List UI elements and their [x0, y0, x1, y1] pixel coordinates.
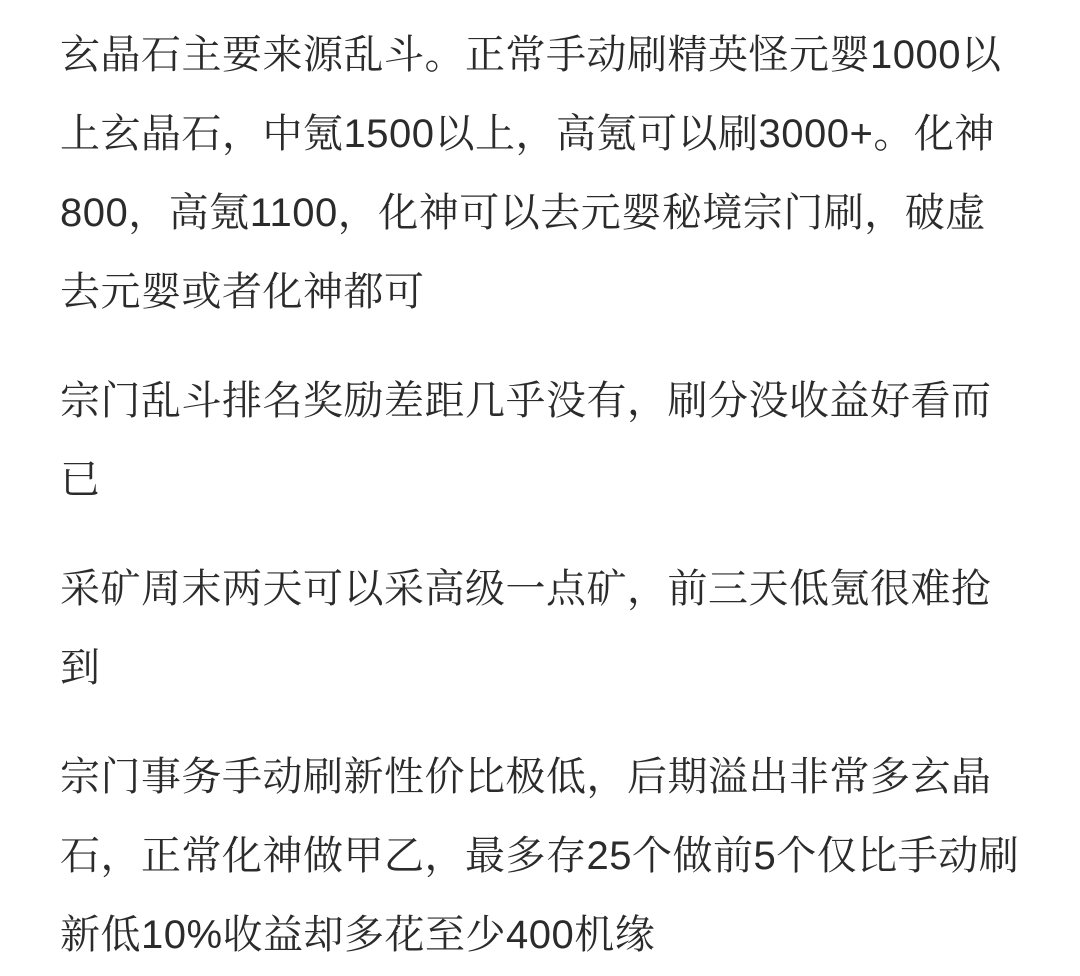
paragraph-1: 玄晶石主要来源乱斗。正常手动刷精英怪元婴1000以上玄晶石，中氪1500以上，高氪可以刷3000+。化神800，高氪1100，化神可以去元婴秘境宗门刷，破虚去元婴或者化神都可 — [60, 33, 1002, 314]
paragraph-4: 宗门事务手动刷新性价比极低，后期溢出非常多玄晶石，正常化神做甲乙，最多存25个做前5个仅比手动刷新低10%收益却多花至少400机缘 — [60, 755, 1020, 957]
paragraph-3: 采矿周末两天可以采高级一点矿，前三天低氪很难抢到 — [60, 567, 992, 690]
paragraph-2: 宗门乱斗排名奖励差距几乎没有，刷分没收益好看而已 — [60, 379, 992, 502]
